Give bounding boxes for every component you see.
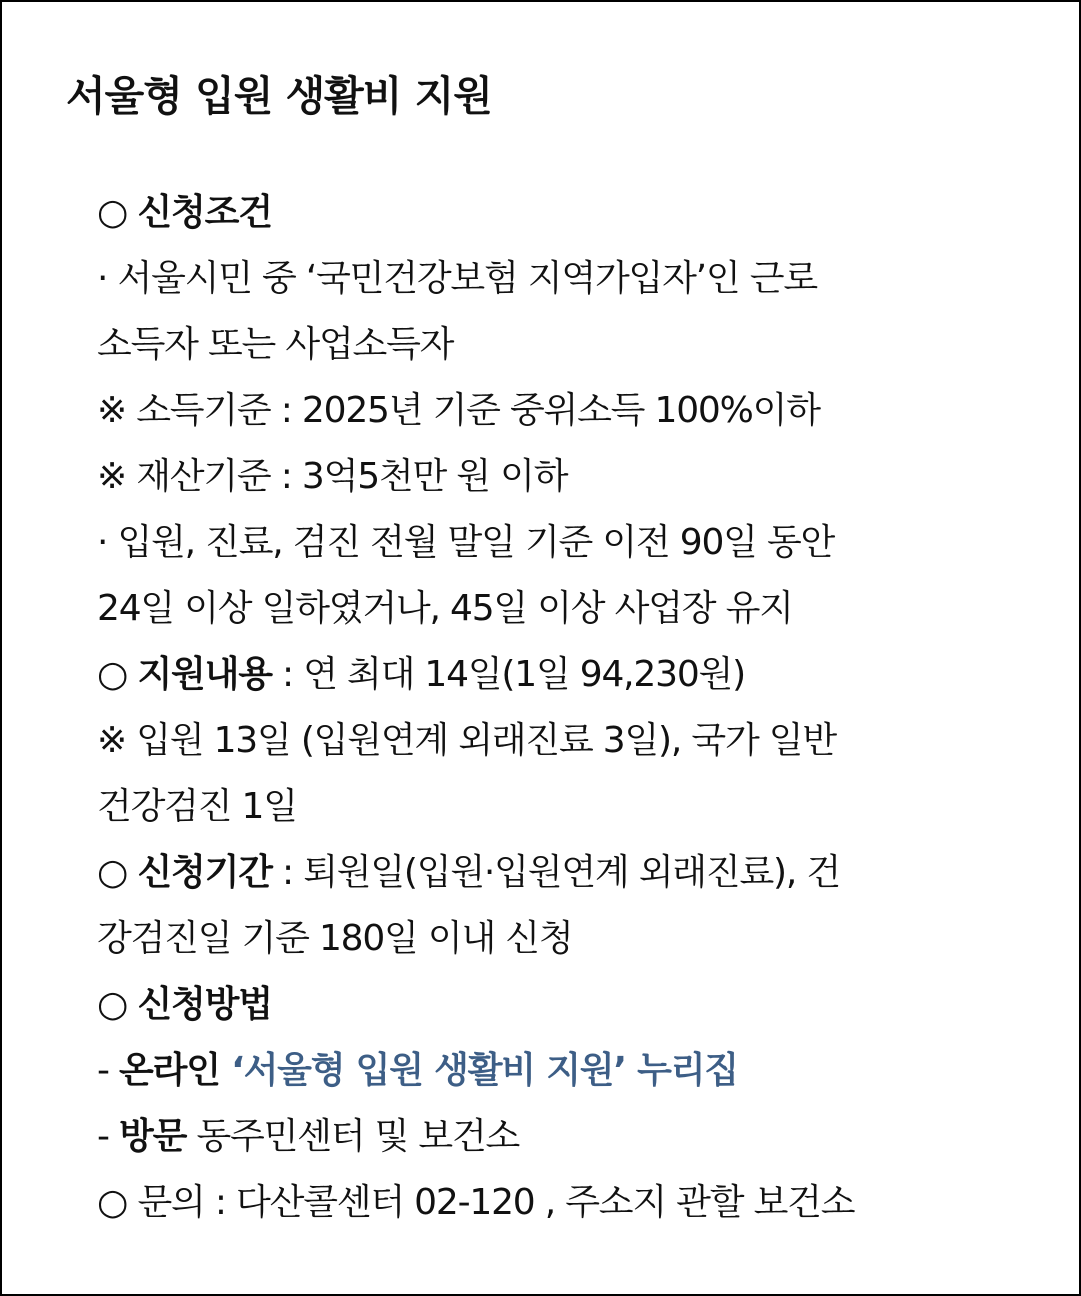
- notice-content: [97, 180, 1047, 1236]
- method-label: 온라인: [119, 1050, 220, 1091]
- section-support-details: [97, 642, 1047, 708]
- condition-line: 소득자 또는 사업소득자: [97, 324, 454, 365]
- method-visit: [97, 1104, 1047, 1170]
- dash-bullet: -: [97, 1050, 120, 1091]
- support-note: 건강검진 1일: [97, 786, 297, 827]
- condition-line: · 서울시민 중 ‘국민건강보험 지역가입자’인 근로: [97, 258, 817, 299]
- section-text: : 연 최대 14일(1일 94,230원): [271, 654, 745, 695]
- property-criteria-note: ※ 재산기준 : 3억5천만 원 이하: [97, 456, 568, 497]
- support-note: ※ 입원 13일 (입원연계 외래진료 3일), 국가 일반: [97, 720, 836, 761]
- circle-bullet: ○: [97, 984, 138, 1025]
- section-label: 신청방법: [137, 984, 272, 1025]
- circle-bullet: ○: [97, 192, 138, 233]
- circle-bullet: ○: [97, 1182, 138, 1223]
- section-label: 지원내용: [137, 654, 272, 695]
- inquiry-line: [97, 1170, 1047, 1236]
- section-application-period: [97, 840, 1047, 906]
- period-line: 강검진일 기준 180일 이내 신청: [97, 918, 573, 959]
- inquiry-text: 문의 : 다산콜센터 02-120 , 주소지 관할 보건소: [137, 1182, 855, 1223]
- method-online: [97, 1038, 1047, 1104]
- condition-line: 24일 이상 일하였거나, 45일 이상 사업장 유지: [97, 588, 793, 629]
- circle-bullet: ○: [97, 654, 138, 695]
- section-label: 신청기간: [137, 852, 272, 893]
- condition-line: · 입원, 진료, 검진 전월 말일 기준 이전 90일 동안: [97, 522, 835, 563]
- dash-bullet: -: [97, 1116, 120, 1157]
- page-title: 서울형 입원 생활비 지원: [66, 72, 492, 120]
- section-label: 신청조건: [137, 192, 272, 233]
- income-criteria-note: ※ 소득기준 : 2025년 기준 중위소득 100%이하: [97, 390, 820, 431]
- section-application-conditions: [97, 180, 1047, 246]
- circle-bullet: ○: [97, 852, 138, 893]
- section-text: : 퇴원일(입원·입원연계 외래진료), 건: [271, 852, 840, 893]
- section-application-method: [97, 972, 1047, 1038]
- method-text: 동주민센터 및 보건소: [186, 1116, 520, 1157]
- online-website-link[interactable]: ‘서울형 입원 생활비 지원’ 누리집: [219, 1050, 738, 1091]
- method-label: 방문: [119, 1116, 187, 1157]
